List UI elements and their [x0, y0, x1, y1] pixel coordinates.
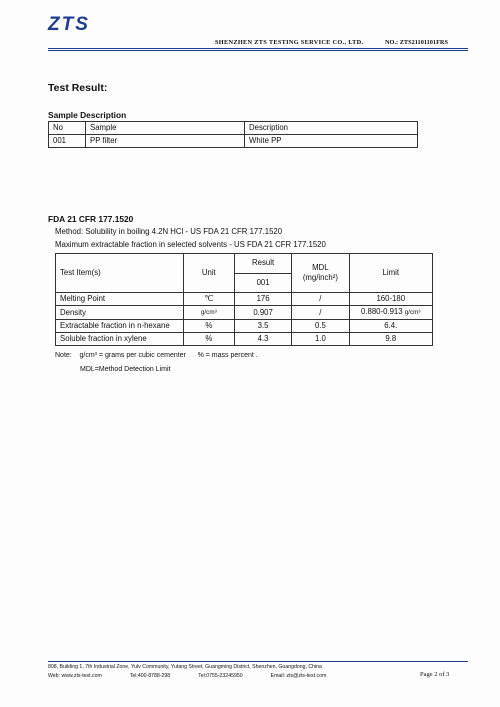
cell-limit: 160-180: [349, 293, 432, 306]
page-number: Page 2 of 3: [420, 671, 450, 678]
footer-divider: [48, 661, 468, 662]
header-limit: Limit: [349, 254, 432, 293]
limit-unit: g/cm³: [404, 309, 421, 316]
cell-no: 001: [49, 135, 86, 148]
cell-mdl: /: [292, 293, 349, 306]
cell-mdl: /: [292, 306, 349, 320]
table-header-row: [49, 122, 418, 135]
cell-item: Melting Point: [56, 293, 184, 306]
cell-result: 176: [234, 293, 291, 306]
footer-address: 808, Building 1, 7th Industrial Zone, Yulv Community, Yutang Street, Guangming District, Shenzhen, Guangdong, China: [48, 664, 322, 670]
header-unit: Unit: [183, 254, 234, 293]
fda-results-table: [55, 253, 433, 346]
mdl-label: MDL: [312, 263, 329, 272]
cell-result: 3.5: [234, 320, 291, 333]
cell-mdl: 0.5: [292, 320, 349, 333]
logo-text: ZTS: [48, 14, 90, 35]
table-header-row: [56, 254, 433, 274]
table-row: [56, 293, 433, 306]
cell-unit: %: [183, 320, 234, 333]
cell-limit: 6.4.: [349, 320, 432, 333]
sample-description-title: Sample Description: [48, 110, 127, 120]
header-no: No: [49, 122, 86, 135]
table-row: [49, 135, 418, 148]
note-units: Note: g/cm³ = grams per cubic cementer % = mass percent .: [55, 352, 258, 359]
cell-description: White PP: [245, 135, 418, 148]
footer-tel-1: Tel:400-8788-298: [129, 673, 171, 679]
limit-value: 0.880-0.913: [360, 307, 403, 316]
cell-result: 0.907: [234, 306, 291, 320]
note-mdl: MDL=Method Detection Limit: [80, 366, 171, 373]
header-result-sample: 001: [234, 273, 291, 293]
cell-result: 4.3: [234, 333, 291, 346]
cell-unit: %: [183, 333, 234, 346]
cell-item: Soluble fraction in xylene: [56, 333, 184, 346]
header-company: SHENZHEN ZTS TESTING SERVICE CO., LTD.: [215, 39, 364, 46]
footer-tel-2: Tel:0755-23245950: [198, 673, 243, 679]
method-line-1: Method: Solubility in boiling 4.2N HCl - US FDA 21 CFR 177.1520: [55, 227, 283, 236]
table-row: [56, 320, 433, 333]
fda-title: FDA 21 CFR 177.1520: [48, 214, 134, 224]
cell-item: Density: [56, 306, 184, 320]
zts-logo: [48, 14, 100, 36]
cell-unit: g/cm³: [183, 306, 234, 320]
cell-item: Extractable fraction in n-hexane: [56, 320, 184, 333]
table-row: [56, 306, 433, 320]
method-line-2: Maximum extractable fraction in selected solvents - US FDA 21 CFR 177.1520: [55, 240, 326, 249]
cell-limit: 9.8: [349, 333, 432, 346]
table-row: [56, 333, 433, 346]
header-result: Result: [234, 254, 291, 274]
cell-sample: PP filter: [86, 135, 245, 148]
sample-table: [48, 121, 418, 148]
header-sample: Sample: [86, 122, 245, 135]
header-mdl: [292, 254, 349, 293]
cell-mdl: 1.0: [292, 333, 349, 346]
header-report-no: NO.: ZTS21101101FRS: [385, 39, 448, 46]
header-divider-2: [48, 50, 468, 51]
cell-unit: ℃: [183, 293, 234, 306]
header-description: Description: [245, 122, 418, 135]
test-result-title: Test Result:: [48, 82, 108, 94]
footer-web: Web: www.zts-test.com: [48, 673, 102, 679]
header-test-item: Test Item(s): [56, 254, 184, 293]
mdl-unit: (mg/inch²): [302, 273, 338, 282]
header-divider: [48, 48, 468, 49]
cell-limit: [349, 306, 432, 320]
footer-contacts: [48, 673, 326, 679]
footer-email: Email: zts@zts-test.com: [270, 673, 327, 679]
